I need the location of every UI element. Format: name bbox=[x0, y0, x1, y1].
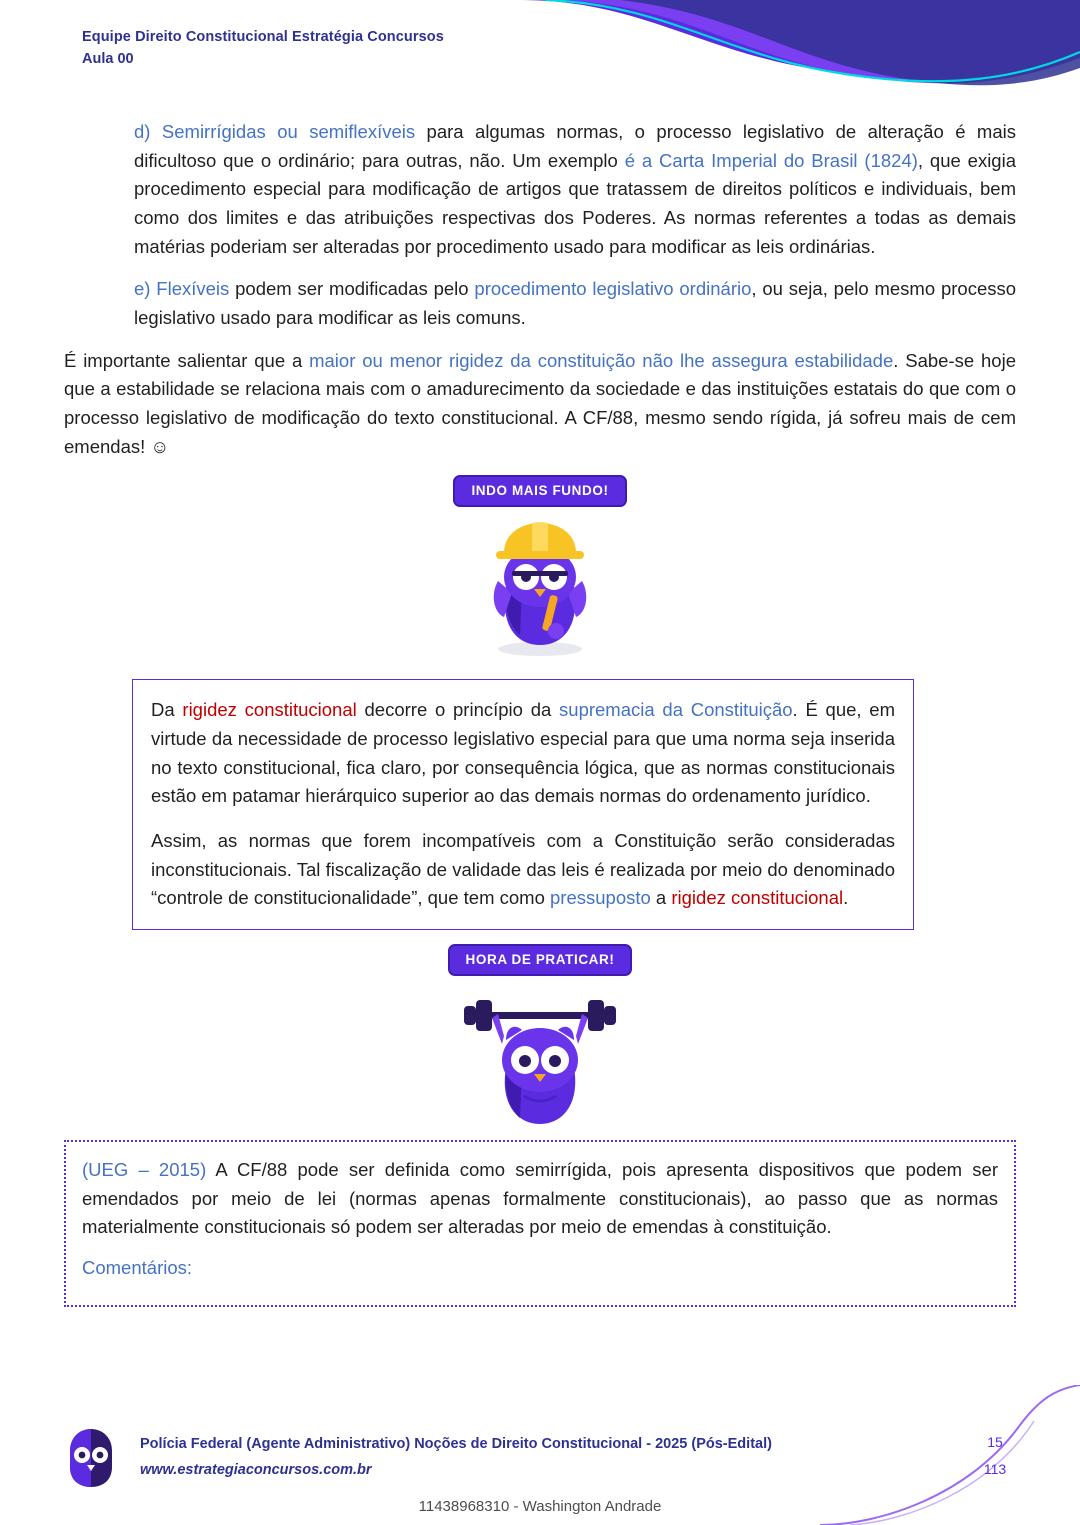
footer-website-url[interactable]: www.estrategiaconcursos.com.br bbox=[140, 1462, 372, 1479]
item-e-text-2: , ou seja, pelo mesmo processo legislativo usado para modificar as leis comuns. bbox=[134, 278, 1017, 329]
box-paragraph-2 bbox=[151, 827, 895, 913]
footer-text bbox=[140, 1431, 772, 1483]
box-p2-blue-1: pressuposto bbox=[550, 887, 651, 909]
question-comments-label: Comentários: bbox=[82, 1257, 193, 1279]
footer-page-current: 15 bbox=[987, 1434, 1003, 1450]
header-lesson: Aula 00 bbox=[82, 51, 134, 68]
badge-indo-mais-fundo: INDO MAIS FUNDO! bbox=[453, 475, 626, 507]
rigidez-text-2: . Sabe-se hoje que a estabilidade se relaciona mais com o amadurecimento da sociedade e das instituições estatais do que com o processo legislativo de modificação do texto constitucional. A CF/88, mesmo sendo rígida, já sofreu mais de cem emendas! ☺ bbox=[64, 349, 1016, 457]
footer-course-title: Polícia Federal (Agente Administrativo) Noções de Direito Constitucional - 2025 (Pós-Edital) bbox=[140, 1436, 772, 1452]
box-paragraph-1 bbox=[151, 696, 895, 811]
paragraph-item-e bbox=[134, 275, 1016, 332]
header-team: Equipe Direito Constitucional Estratégia Concursos bbox=[82, 29, 444, 45]
section-hora-de-praticar bbox=[64, 944, 1016, 1126]
item-e-marker: e) bbox=[134, 278, 151, 300]
box-p1-text-3: . É que, em virtude da necessidade de processo legislativo especial para que uma norma seja inserida no texto constitucional, fica claro, por consequência lógica, que as normas constitucionais estão em patamar hierárquico superior ao das demais normas do ordenamento jurídico. bbox=[151, 699, 895, 807]
box-p2-red-1: rigidez constitucional bbox=[671, 887, 844, 909]
box-supremacia-constituicao bbox=[132, 679, 914, 930]
item-e-text-1: podem ser modificadas pelo bbox=[229, 278, 475, 300]
box-p1-text-2: decorre o princípio da bbox=[356, 699, 560, 721]
badge-hora-de-praticar: HORA DE PRATICAR! bbox=[448, 944, 633, 976]
box-p1-blue-1: supremacia da Constituição bbox=[559, 699, 793, 721]
footer-page-numbers bbox=[972, 1429, 1018, 1482]
footer-watermark: 11438968310 - Washington Andrade bbox=[418, 1498, 662, 1515]
estrategia-owl-logo-icon bbox=[62, 1427, 120, 1489]
item-e-highlight-1: procedimento legislativo ordinário bbox=[474, 278, 752, 300]
rigidez-text-1: É importante salientar que a bbox=[64, 349, 310, 371]
box-p2-text-3: . bbox=[843, 887, 849, 909]
question-statement bbox=[82, 1156, 998, 1242]
page-footer bbox=[0, 1385, 1080, 1525]
box-p2-text-2: a bbox=[650, 887, 672, 909]
owl-weightlifter-icon bbox=[454, 978, 626, 1126]
item-e-term: Flexíveis bbox=[156, 278, 230, 300]
section-indo-mais-fundo bbox=[64, 475, 1016, 661]
box-p2-text-1: Assim, as normas que forem incompatíveis com a Constituição serão consideradas inconstitucionais. Tal fiscalização de validade das leis é realizada por meio do denominado “controle de constitucionalidade”, que tem como bbox=[151, 830, 895, 909]
header-text bbox=[82, 26, 444, 71]
rigidez-highlight-1: maior ou menor rigidez da constituição não lhe assegura estabilidade bbox=[309, 349, 894, 371]
paragraph-item-d bbox=[134, 118, 1016, 261]
owl-engineer-icon bbox=[460, 509, 620, 661]
page-body bbox=[64, 118, 1016, 1307]
item-d-text-1: para algumas normas, o processo legislativo de alteração é mais dificultoso que o ordinário; para outras, não. Um exemplo bbox=[134, 121, 1016, 171]
paragraph-rigidez bbox=[64, 347, 1016, 462]
item-d-term: Semirrígidas ou semiflexíveis bbox=[161, 121, 416, 142]
question-source: (UEG – 2015) bbox=[82, 1159, 207, 1181]
box-question-ueg-2015 bbox=[64, 1140, 1016, 1307]
question-text: A CF/88 pode ser definida como semirrígida, pois apresenta dispositivos que podem ser emendados por meio de lei (normas apenas formalmente constitucionais), ao passo que as normas materialmente constitucionais só podem ser alteradas por meio de emendas à constituição. bbox=[82, 1159, 998, 1238]
box-p1-text-1: Da bbox=[151, 699, 183, 721]
item-d-text-2: , que exigia procedimento especial para modificação de artigos que tratassem de direitos políticos e individuais, bem como dos limites e das atribuições respectivas dos Poderes. As normas referentes a todas as demais matérias poderiam ser alteradas por procedimento usado para modificar as leis ordinárias. bbox=[134, 149, 1016, 257]
box-p1-red-1: rigidez constitucional bbox=[182, 699, 357, 721]
item-d-marker: d) bbox=[134, 121, 151, 142]
item-d-highlight-1: é a Carta Imperial do Brasil (1824) bbox=[624, 149, 918, 171]
footer-page-total: 113 bbox=[983, 1460, 1007, 1477]
